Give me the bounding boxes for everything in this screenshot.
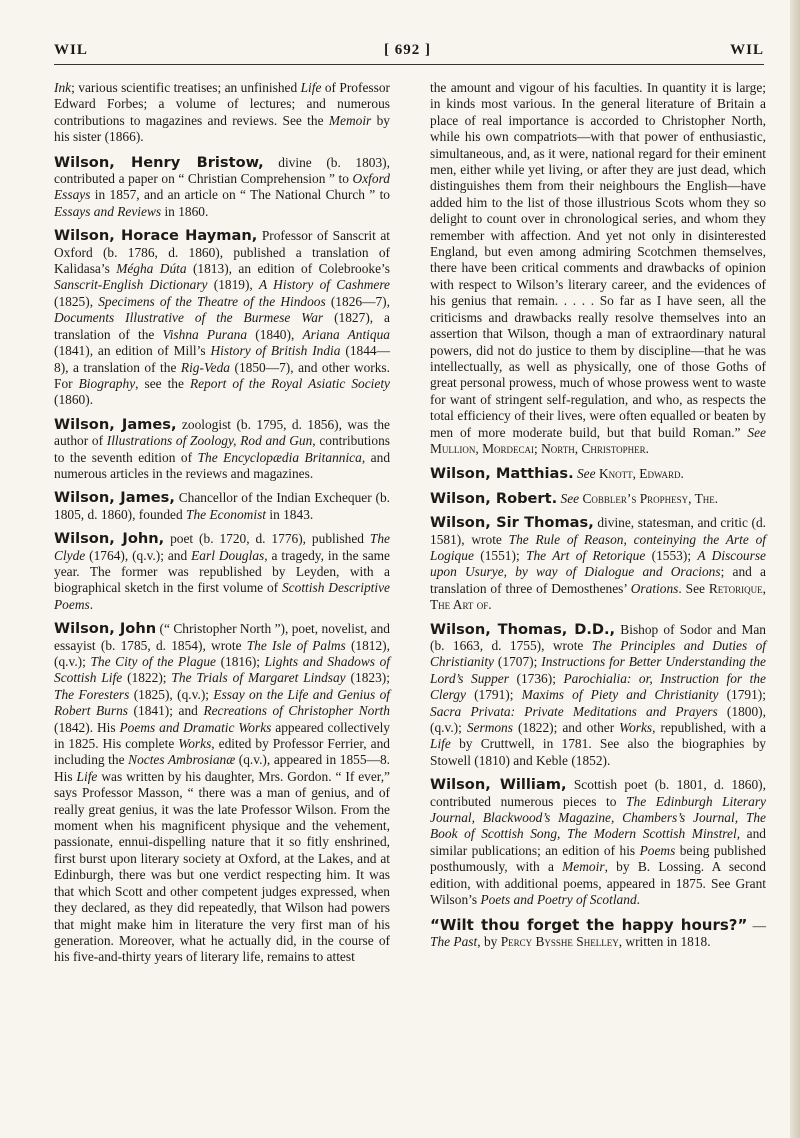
entry-headword: Wilson, Robert.	[430, 489, 558, 507]
cross-reference: Cobbler’s Prophesy, The.	[582, 490, 719, 506]
italic-title: Parochialia: or, Instruction for the Clergy	[430, 670, 766, 703]
entry-text: (1826—7),	[325, 293, 390, 309]
italic-title: Sacra Privata: Private Meditations and Prayers	[430, 703, 718, 719]
italic-title: Sanscrit-English Dictionary	[54, 277, 208, 293]
italic-title: History of British India	[210, 343, 341, 359]
entry-text: (1844—8), a translation of the	[54, 343, 390, 375]
entry-text: in 1843.	[266, 506, 314, 522]
entry-text: , a tragedy, in the same year. The former was republished by Leyden, with a biographical sketch in the first volume of	[54, 547, 390, 596]
entry-text: , and similar publications; an edition of his	[430, 826, 767, 858]
italic-title: Works	[619, 720, 653, 736]
entry-headword: Wilson, James,	[54, 489, 175, 507]
continued-text	[54, 80, 390, 146]
entry-text: (1800), (q.v.);	[430, 703, 766, 736]
left-column	[54, 80, 390, 974]
entry-text: (1764), (q.v.); and	[85, 547, 192, 563]
header-left: WIL	[54, 42, 88, 58]
italic-title: Scottish Descriptive Poems	[54, 580, 390, 612]
italic-title: The Rule of Reason, conteinying the Arte of Logique	[430, 531, 767, 563]
italic-title: See	[560, 490, 580, 506]
italic-title: Maxims of Piety and Christianity	[521, 687, 719, 703]
entry-headword: Wilson, Henry Bristow,	[54, 153, 264, 171]
entry-text: (1551);	[473, 547, 527, 563]
italic-title: Life	[76, 768, 98, 784]
italic-title: Orations	[630, 580, 679, 596]
entry-text: (1822);	[122, 670, 172, 686]
cross-reference: Mullion, Mordecai; North, Christopher.	[430, 440, 650, 456]
italic-title: The Clyde	[54, 531, 390, 563]
page-number: [ 692 ]	[384, 42, 431, 58]
entry-text: divine (b. 1803), contributed a paper on “ Christian Comprehension ” to	[54, 154, 390, 187]
italic-title: Essays and Reviews	[54, 203, 162, 219]
page-edge	[790, 0, 800, 1138]
italic-title: Essay on the Life and Genius of Robert Burns	[54, 686, 390, 719]
italic-title: Oxford Essays	[54, 171, 390, 203]
entry-text: (1825),	[54, 293, 99, 309]
entry-text: (1860).	[54, 392, 94, 408]
italic-title: Instructions for Better Understanding the Lord’s Supper	[430, 654, 766, 686]
entry-text: (1816);	[215, 654, 265, 669]
entry-text: (1822); and other	[512, 720, 620, 736]
entry-text: (1813), an edition of Colebrooke’s	[186, 261, 390, 277]
dictionary-entry	[430, 491, 766, 507]
italic-title: Poems	[639, 842, 676, 858]
entry-text: , edited by Professor Ferrier, and including the	[54, 736, 390, 768]
entry-text: (1791);	[718, 687, 766, 703]
entry-text: in 1857, and an article on “ The National Church ” to	[90, 187, 390, 203]
entry-text: (1850—7), and other works. For	[54, 359, 390, 391]
right-column	[430, 80, 766, 958]
entry-text: (“ Christopher North ”), poet, novelist, and essayist (b. 1785, d. 1854), wrote	[54, 621, 390, 653]
entry-text: (1842). His	[54, 719, 120, 735]
cross-reference: Percy Bysshe Shelley	[500, 933, 619, 949]
entry-text: Professor of Sanscrit at Oxford (b. 1786, d. 1860), published a translation of Kalidasa’s	[54, 228, 390, 277]
italic-title: Vishna Purana	[162, 326, 248, 342]
entry-text: (1841); and	[128, 703, 204, 719]
entry-text: , see the	[135, 375, 190, 391]
italic-title: Noctes Ambrosianæ	[128, 752, 236, 768]
entry-text: (1791);	[465, 687, 522, 703]
header-rule	[54, 64, 764, 65]
italic-title: A History of Cashmere	[259, 277, 391, 293]
entry-text: Scottish poet (b. 1801, d. 1860), contributed numerous pieces to	[430, 777, 766, 809]
entry-text: .	[89, 596, 94, 612]
italic-title: Biography	[78, 375, 136, 391]
entry-text: (1840),	[247, 326, 303, 342]
dictionary-entry	[430, 917, 766, 951]
italic-title: Ariana Antiqua	[302, 326, 390, 342]
entry-text: (1707);	[494, 654, 542, 670]
entry-text: —	[747, 917, 767, 933]
italic-title: See	[576, 466, 596, 482]
italic-title: The Art of Retorique	[526, 547, 646, 563]
entry-headword: Wilson, John,	[54, 530, 165, 548]
dictionary-entry	[54, 417, 390, 483]
entry-text: , by	[477, 933, 501, 949]
italic-title: Illustrations of Zoology, Rod and Gun	[106, 433, 313, 449]
italic-title: Poets and Poetry of Scotland	[480, 892, 637, 908]
entry-headword: Wilson, John	[54, 620, 157, 638]
italic-title: The Economist	[186, 506, 266, 522]
italic-title: Report of the Royal Asiatic Society	[189, 375, 390, 391]
entry-headword: Wilson, Horace Hayman,	[54, 227, 258, 245]
dictionary-entry	[54, 621, 390, 966]
entry-text: was written by his daughter, Mrs. Gordon. “ If ever,” says Professor Masson, “ there was a man of genius, and of really great genius, it was the late Professor Wilson. From the moment when his magnificent physique and the vehement, passionate, ennui-dispelling nature that it so fitly enshrined, first burst upon literary society at Oxford, at the Lakes, and at Edinburgh, there was but one verdict respecting him. It was that which Scott and other competent judges expressed, when they declared, as they did repeatedly, that Wilson had powers that might make him in literature the very first man of his generation. Moreover, what he actually did, in the course of his five-and-thirty years of literary life, remains to attest	[54, 768, 391, 965]
italic-title: The Encyclopædia Britannica	[197, 449, 362, 465]
cross-reference: Retorique, The Art of.	[430, 580, 766, 613]
dictionary-entry	[430, 777, 766, 908]
italic-title: Sermons	[466, 720, 513, 736]
italic-title: Memoir	[562, 859, 605, 875]
italic-title: Ink	[54, 80, 72, 95]
entry-text: (1841), an edition of Mill’s	[54, 343, 211, 359]
italic-title: The City of the Plague	[90, 654, 216, 669]
entry-text: in 1860.	[161, 203, 209, 219]
italic-title: Documents Illustrative of the Burmese War	[54, 310, 324, 326]
italic-title: Specimens of the Theatre of the Hindoos	[98, 293, 326, 309]
entry-text: , and numerous articles in the reviews and magazines.	[54, 449, 391, 481]
entry-text: . See	[678, 580, 709, 596]
italic-title: Recreations of Christopher North	[203, 703, 390, 719]
italic-title: The Past	[430, 933, 478, 949]
entry-headword: Wilson, Thomas, D.D.,	[430, 620, 616, 638]
cross-reference: Knott, Edward.	[598, 466, 684, 482]
italic-title: Memoir	[328, 112, 372, 128]
entry-text: (q.v.), appeared in 1855—8. His	[54, 752, 390, 784]
entry-headword: Wilson, Sir Thomas,	[430, 514, 594, 532]
dictionary-entry	[54, 228, 390, 408]
continued-text	[430, 80, 766, 457]
italic-title: The Principles and Duties of Christianity	[430, 638, 766, 670]
italic-title: See	[747, 424, 766, 440]
entry-text: divine, statesman, and critic (d. 1581), wrote	[430, 515, 766, 547]
entry-text: (1553);	[645, 547, 698, 563]
entry-text: (1819),	[207, 277, 260, 293]
italic-title: Earl Douglas	[191, 547, 265, 563]
entry-text: (1823);	[345, 670, 390, 686]
entry-text: zoologist (b. 1795, d. 1856), was the author of	[54, 416, 390, 449]
entry-headword: Wilson, James,	[54, 415, 177, 433]
italic-title: The Foresters	[54, 686, 130, 702]
italic-title: Life	[300, 80, 322, 95]
italic-title: Poems and Dramatic Works	[119, 719, 272, 735]
entry-text: , by B. Lossing. A second edition, with additional poems, appeared in 1875. See Grant Wilson’s	[430, 859, 767, 908]
italic-title: Lights and Shadows of Scottish Life	[54, 654, 391, 686]
entry-text: .	[636, 892, 640, 908]
entry-text: , contributions to the seventh edition of	[54, 433, 390, 465]
entry-text: the amount and vigour of his faculties. In quantity it is large; in kinds most various. In the general literature of Britain a place of real importance is accorded to Christopher North, while his own compatriots—with that power of enthusiastic, simultaneous, and, as it were, national regard for their eminent men, either while yet living, or after they are just dead, which distinguishes them from their neighbours the English—have added him to the list of those illustrious Scots whom they so delight to count over in chronological series, and whom they remember with affection. And yet not only in disinterested England, but even among admiring Scotchmen themselves, there have been critical comments and drawbacks of opinion with respect to Wilson’s literary career, and the evidences of his genius that remain. . . . . So far as I have seen, all the criticisms and drawbacks really resolve themselves into an assertion that Wilson, though a man of extraordinary natural powers, did not do justice to them by discipline—that he was intellectually, as well as physically, one of those Goths of great personal prowess, much of whose prowess went to waste for want of stringent self-regulation, and who, as respects the total efficiency of their lives, were often equalled or beaten by men of more moderate build, but that build Roman.”	[430, 80, 766, 440]
entry-text: (1736);	[508, 670, 564, 686]
dictionary-entry	[430, 466, 766, 482]
italic-title: The Isle of Palms	[246, 637, 346, 653]
dictionary-entry	[430, 515, 766, 613]
dictionary-entry	[54, 490, 390, 523]
dictionary-entry	[430, 622, 766, 770]
italic-title: A Discourse upon Usurye, by way of Dialogue and Oracions	[430, 547, 766, 580]
italic-title: Rig-Veda	[180, 359, 230, 375]
entry-text: , written in 1818.	[618, 933, 711, 949]
entry-text: being published posthumously, with a	[430, 842, 766, 875]
italic-title: Life	[430, 736, 451, 752]
entry-text: Bishop of Sodor and Man (b. 1663, d. 1755), wrote	[430, 621, 766, 653]
entry-text: (1825), (q.v.);	[129, 686, 214, 702]
running-header	[54, 42, 764, 64]
entry-text: of Professor Edward Forbes; a volume of lectures; and numerous contributions to magazines and reviews. See the	[54, 80, 390, 128]
italic-title: Mégha Dúta	[116, 261, 187, 277]
italic-title: The Edinburgh Literary Journal, Blackwood’s Magazine, Chambers’s Journal, The Book of Scottish Song, The Modern Scottish Minstrel	[430, 793, 766, 842]
entry-headword: Wilson, William,	[430, 776, 567, 794]
entry-text: (1812), (q.v.);	[54, 637, 390, 669]
dictionary-entry	[54, 155, 390, 221]
italic-title: Works	[178, 736, 212, 752]
entry-text: ; and a translation of three of Demosthenes’	[430, 564, 766, 596]
header-right: WIL	[730, 42, 764, 58]
dictionary-entry	[54, 531, 390, 613]
entry-text: ; various scientific treatises; an unfinished	[71, 80, 301, 95]
entry-text: (1827), a translation of the	[54, 310, 390, 342]
entry-text: appeared collectively in 1825. His complete	[54, 719, 390, 752]
entry-text: poet (b. 1720, d. 1776), published	[164, 531, 370, 547]
entry-text: by his sister (1866).	[54, 112, 390, 145]
italic-title: The Trials of Margaret Lindsay	[171, 670, 346, 686]
entry-text: by Cruttwell, in 1781. See also the biographies by Stowell (1810) and Keble (1852).	[430, 736, 766, 768]
entry-headword: Wilson, Matthias.	[430, 465, 574, 483]
entry-text: , republished, with a	[652, 720, 767, 736]
entry-headword: “Wilt thou forget the happy hours?”	[430, 915, 748, 934]
entry-text: Chancellor of the Indian Exchequer (b. 1805, d. 1860), founded	[54, 490, 390, 522]
